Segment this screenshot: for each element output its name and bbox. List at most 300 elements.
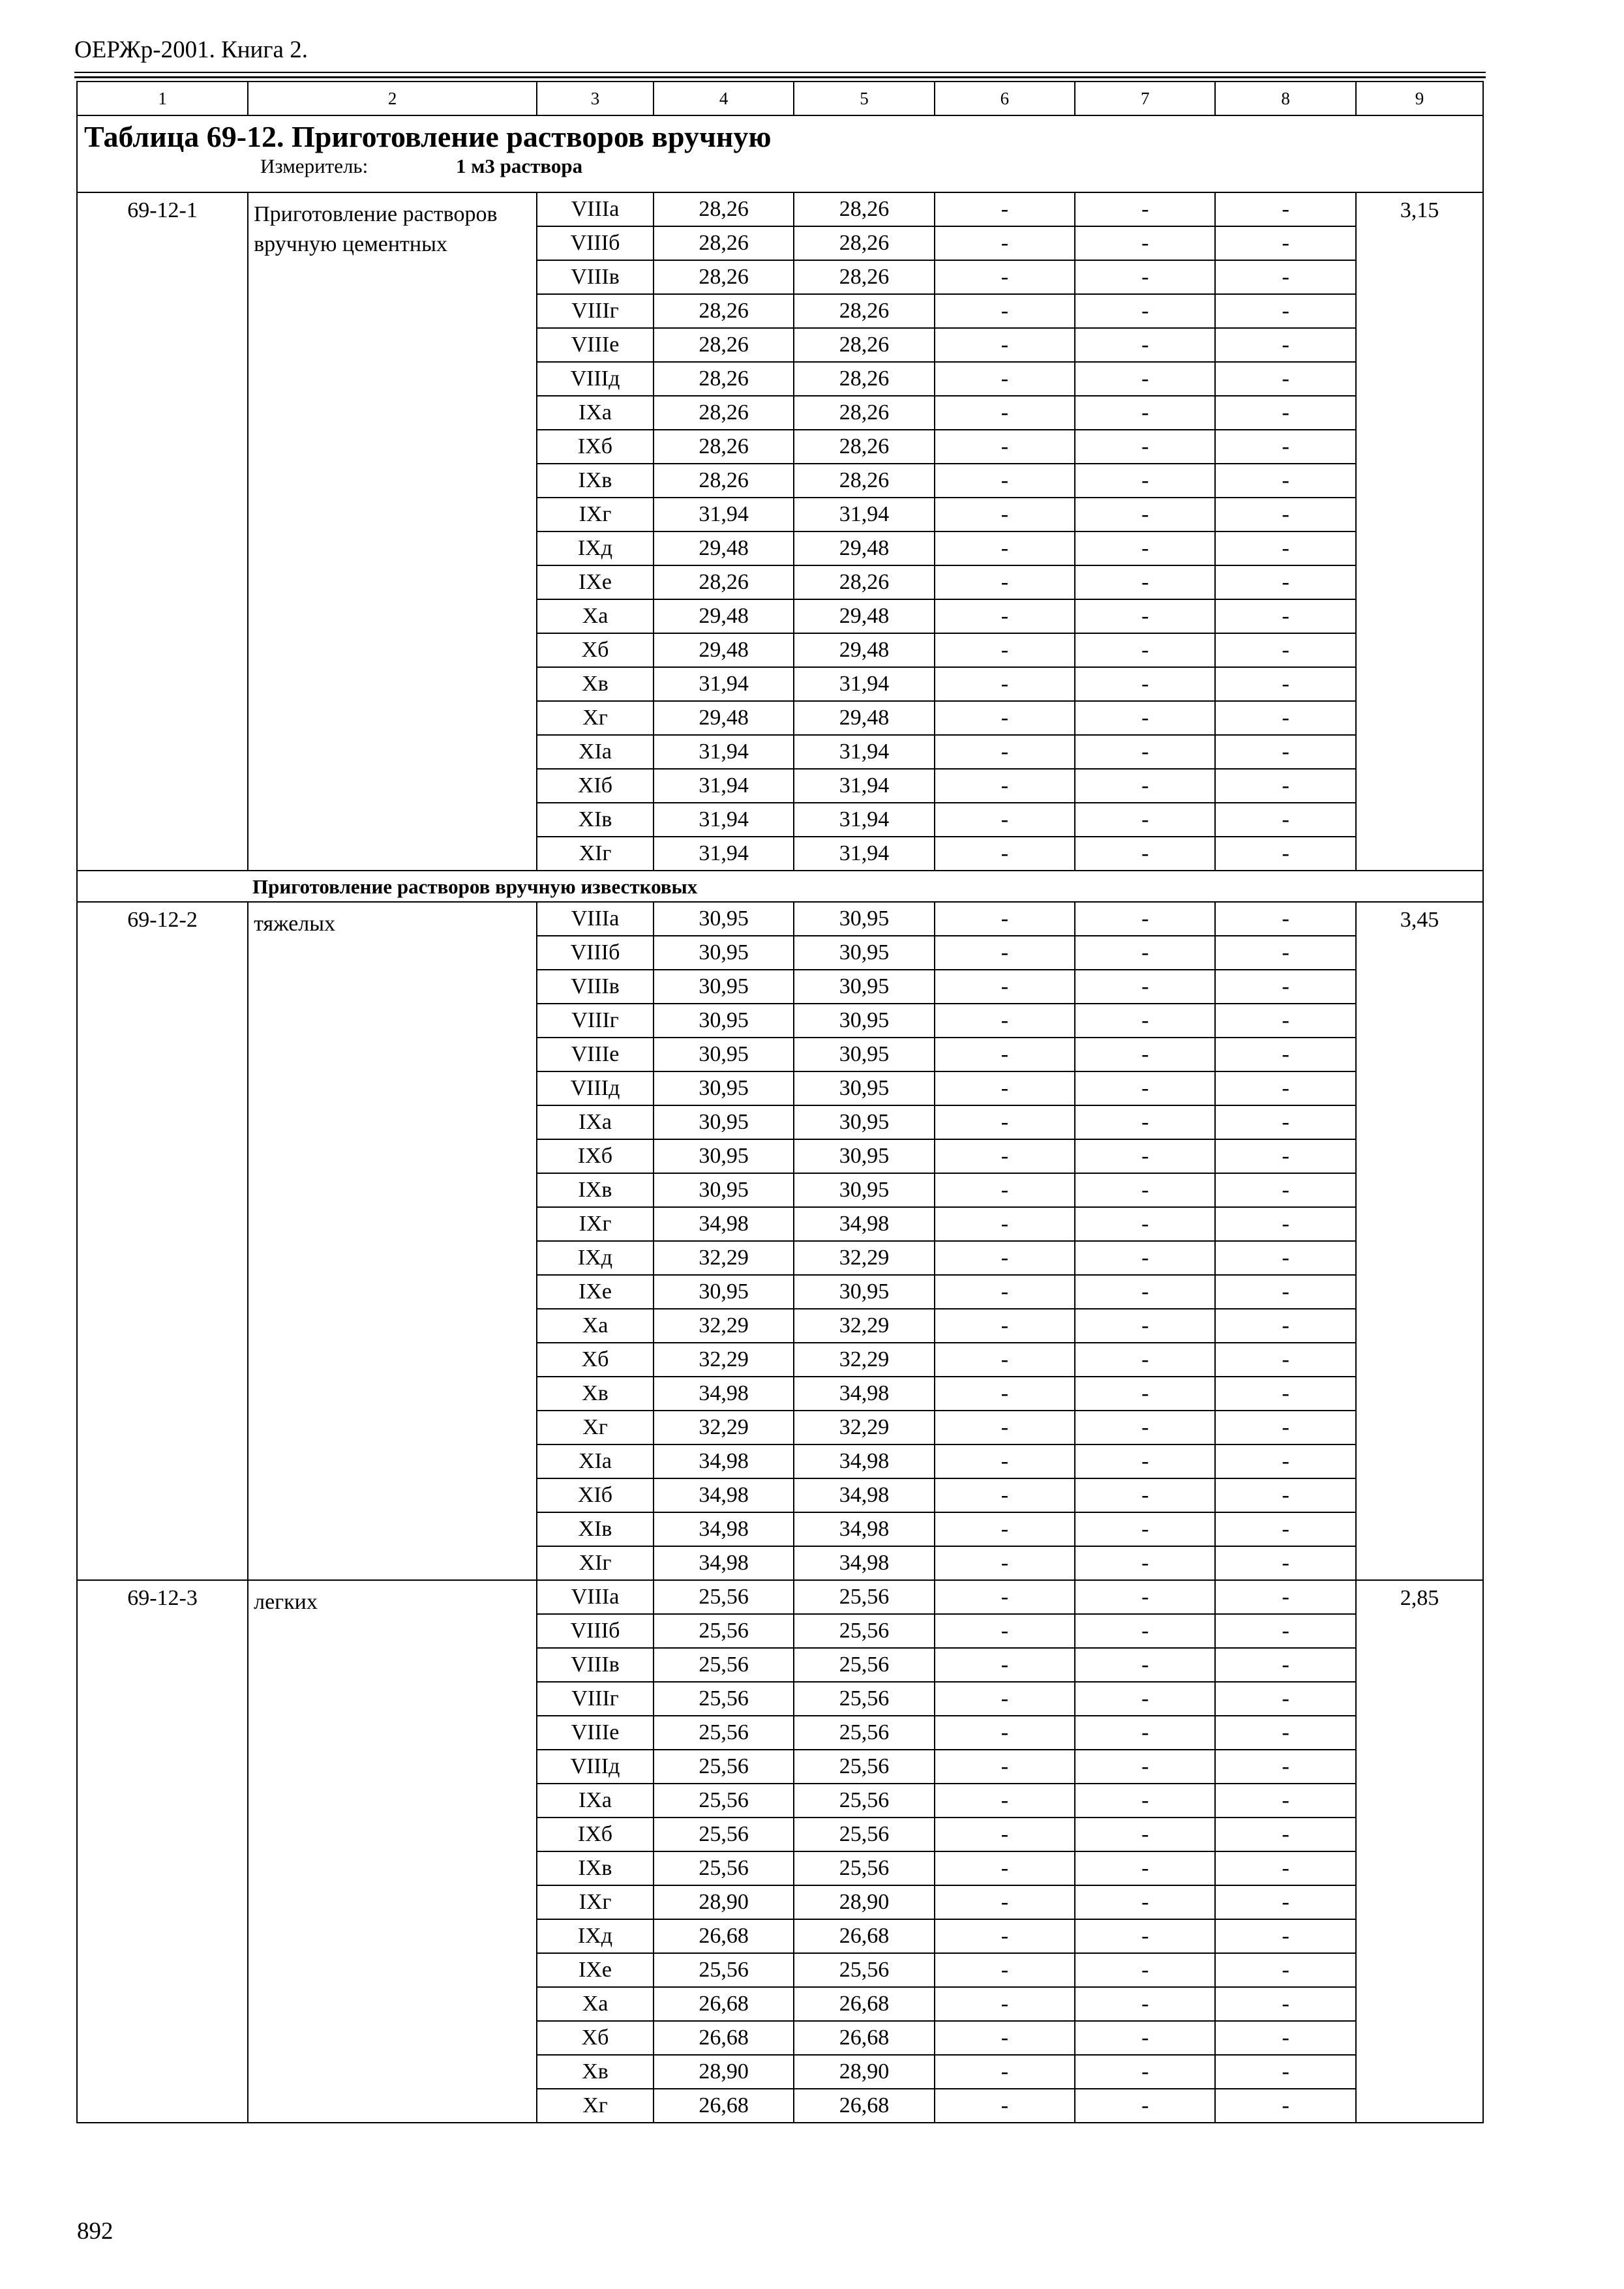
value-col8: - — [1215, 1004, 1355, 1038]
value-col4: 28,26 — [654, 362, 794, 396]
value-col6: - — [935, 1851, 1075, 1885]
value-col7: - — [1075, 1987, 1215, 2021]
value-col7: - — [1075, 837, 1215, 871]
value-col7: - — [1075, 1478, 1215, 1512]
value-col6: - — [935, 936, 1075, 970]
value-col6: - — [935, 1343, 1075, 1377]
zone-cell: IXе — [537, 565, 654, 599]
value-col4: 29,48 — [654, 531, 794, 565]
value-col6: - — [935, 464, 1075, 498]
value-col7: - — [1075, 226, 1215, 260]
value-col6: - — [935, 837, 1075, 871]
value-col8: - — [1215, 294, 1355, 328]
zone-cell: Xв — [537, 2055, 654, 2089]
value-col4: 28,26 — [654, 565, 794, 599]
zone-cell: Xг — [537, 2089, 654, 2123]
value-col5: 32,29 — [794, 1241, 934, 1275]
value-col8: - — [1215, 565, 1355, 599]
value-col4: 31,94 — [654, 769, 794, 803]
value-col6: - — [935, 2021, 1075, 2055]
value-col7: - — [1075, 1038, 1215, 1071]
value-col5: 28,26 — [794, 192, 934, 226]
value-col4: 32,29 — [654, 1309, 794, 1343]
table-row — [77, 1580, 1483, 1614]
value-col6: - — [935, 769, 1075, 803]
column-number: 8 — [1215, 82, 1355, 115]
value-col7: - — [1075, 1309, 1215, 1343]
value-col8: - — [1215, 2089, 1355, 2123]
value-col5: 29,48 — [794, 531, 934, 565]
value-col8: - — [1215, 1139, 1355, 1173]
zone-cell: Xб — [537, 633, 654, 667]
zone-cell: VIIIа — [537, 902, 654, 936]
value-col6: - — [935, 599, 1075, 633]
value-col5: 25,56 — [794, 1851, 934, 1885]
value-col8: - — [1215, 192, 1355, 226]
value-col5: 25,56 — [794, 1614, 934, 1648]
value-col4: 26,68 — [654, 2021, 794, 2055]
zone-cell: IXб — [537, 1139, 654, 1173]
value-col6: - — [935, 1648, 1075, 1682]
value-col5: 30,95 — [794, 936, 934, 970]
value-col4: 34,98 — [654, 1478, 794, 1512]
value-col5: 31,94 — [794, 837, 934, 871]
value-col6: - — [935, 1512, 1075, 1546]
value-col5: 26,68 — [794, 2089, 934, 2123]
value-col4: 34,98 — [654, 1444, 794, 1478]
zone-cell: XIб — [537, 769, 654, 803]
value-col4: 26,68 — [654, 1919, 794, 1953]
value-col4: 30,95 — [654, 1139, 794, 1173]
value-col5: 25,56 — [794, 1682, 934, 1716]
value-col6: - — [935, 735, 1075, 769]
value-col4: 28,26 — [654, 430, 794, 464]
zone-cell: IXг — [537, 1207, 654, 1241]
value-col5: 30,95 — [794, 1004, 934, 1038]
value-col7: - — [1075, 1207, 1215, 1241]
value-col5: 25,56 — [794, 1818, 934, 1851]
zone-cell: XIа — [537, 1444, 654, 1478]
value-col6: - — [935, 1750, 1075, 1784]
table-title-cell — [77, 115, 1483, 192]
value-col7: - — [1075, 1648, 1215, 1682]
value-col8: - — [1215, 803, 1355, 837]
value-col8: - — [1215, 430, 1355, 464]
value-col7: - — [1075, 1173, 1215, 1207]
value-col4: 28,26 — [654, 260, 794, 294]
zone-cell: VIIIа — [537, 192, 654, 226]
value-col8: - — [1215, 1173, 1355, 1207]
value-col7: - — [1075, 1275, 1215, 1309]
value-col8: - — [1215, 1411, 1355, 1444]
value-col6: - — [935, 1716, 1075, 1750]
zone-cell: IXе — [537, 1953, 654, 1987]
value-col6: - — [935, 1173, 1075, 1207]
value-col6: - — [935, 226, 1075, 260]
value-col7: - — [1075, 803, 1215, 837]
value-col5: 32,29 — [794, 1309, 934, 1343]
value-col8: - — [1215, 464, 1355, 498]
value-col7: - — [1075, 192, 1215, 226]
zone-cell: XIв — [537, 803, 654, 837]
zone-cell: Xб — [537, 1343, 654, 1377]
zone-cell: VIIIб — [537, 226, 654, 260]
value-col7: - — [1075, 1716, 1215, 1750]
value-col5: 34,98 — [794, 1512, 934, 1546]
value-col8: - — [1215, 701, 1355, 735]
zone-cell: IXа — [537, 1105, 654, 1139]
zone-cell: IXб — [537, 1818, 654, 1851]
value-col9: 3,15 — [1356, 192, 1483, 871]
value-col8: - — [1215, 1105, 1355, 1139]
value-col5: 28,26 — [794, 430, 934, 464]
column-number: 2 — [248, 82, 537, 115]
value-col5: 28,26 — [794, 464, 934, 498]
value-col5: 30,95 — [794, 1071, 934, 1105]
value-col5: 30,95 — [794, 1173, 934, 1207]
value-col7: - — [1075, 1546, 1215, 1580]
table-title-row — [77, 115, 1483, 192]
value-col7: - — [1075, 633, 1215, 667]
value-col6: - — [935, 1953, 1075, 1987]
value-col7: - — [1075, 1444, 1215, 1478]
value-col8: - — [1215, 531, 1355, 565]
value-col8: - — [1215, 1919, 1355, 1953]
unit-value: 1 м3 раствора — [456, 154, 583, 177]
value-col5: 25,56 — [794, 1648, 934, 1682]
zone-cell: VIIIв — [537, 1648, 654, 1682]
value-col7: - — [1075, 1682, 1215, 1716]
zone-cell: XIа — [537, 735, 654, 769]
value-col8: - — [1215, 970, 1355, 1004]
value-col8: - — [1215, 1851, 1355, 1885]
work-name: Приготовление растворов вручную цементных — [248, 192, 537, 871]
value-col8: - — [1215, 1309, 1355, 1343]
value-col7: - — [1075, 2089, 1215, 2123]
value-col7: - — [1075, 1139, 1215, 1173]
value-col5: 25,56 — [794, 1784, 934, 1818]
zone-cell: Xг — [537, 701, 654, 735]
value-col5: 34,98 — [794, 1444, 934, 1478]
value-col5: 31,94 — [794, 498, 934, 531]
zone-cell: IXд — [537, 1919, 654, 1953]
value-col6: - — [935, 1139, 1075, 1173]
value-col4: 25,56 — [654, 1716, 794, 1750]
value-col7: - — [1075, 362, 1215, 396]
zone-cell: IXа — [537, 396, 654, 430]
value-col5: 31,94 — [794, 667, 934, 701]
value-col6: - — [935, 1987, 1075, 2021]
value-col4: 25,56 — [654, 1851, 794, 1885]
value-col8: - — [1215, 1784, 1355, 1818]
value-col7: - — [1075, 769, 1215, 803]
value-col7: - — [1075, 1004, 1215, 1038]
value-col5: 31,94 — [794, 735, 934, 769]
zone-cell: VIIIа — [537, 1580, 654, 1614]
column-number: 1 — [77, 82, 248, 115]
zone-cell: Xа — [537, 599, 654, 633]
value-col5: 29,48 — [794, 701, 934, 735]
value-col6: - — [935, 1411, 1075, 1444]
value-col6: - — [935, 1309, 1075, 1343]
value-col6: - — [935, 1444, 1075, 1478]
zone-cell: VIIIе — [537, 1038, 654, 1071]
zone-cell: XIг — [537, 837, 654, 871]
value-col4: 31,94 — [654, 498, 794, 531]
value-col8: - — [1215, 226, 1355, 260]
value-col8: - — [1215, 1953, 1355, 1987]
zone-cell: XIг — [537, 1546, 654, 1580]
value-col5: 28,26 — [794, 260, 934, 294]
zone-cell: VIIIб — [537, 936, 654, 970]
value-col7: - — [1075, 1580, 1215, 1614]
value-col6: - — [935, 1241, 1075, 1275]
value-col4: 28,26 — [654, 226, 794, 260]
value-col4: 25,56 — [654, 1580, 794, 1614]
zone-cell: IXе — [537, 1275, 654, 1309]
value-col7: - — [1075, 260, 1215, 294]
value-col4: 28,26 — [654, 294, 794, 328]
value-col6: - — [935, 803, 1075, 837]
zone-cell: IXд — [537, 531, 654, 565]
value-col6: - — [935, 396, 1075, 430]
value-col4: 30,95 — [654, 1275, 794, 1309]
value-col6: - — [935, 260, 1075, 294]
rate-code: 69-12-2 — [77, 902, 248, 1580]
value-col5: 26,68 — [794, 1919, 934, 1953]
value-col7: - — [1075, 2021, 1215, 2055]
zone-cell: Xг — [537, 1411, 654, 1444]
zone-cell: Xа — [537, 1987, 654, 2021]
value-col8: - — [1215, 2021, 1355, 2055]
value-col7: - — [1075, 1953, 1215, 1987]
unit-line — [84, 156, 1482, 176]
value-col4: 31,94 — [654, 803, 794, 837]
value-col5: 28,26 — [794, 294, 934, 328]
zone-cell: VIIIг — [537, 1682, 654, 1716]
value-col6: - — [935, 2089, 1075, 2123]
value-col8: - — [1215, 1444, 1355, 1478]
value-col8: - — [1215, 1038, 1355, 1071]
value-col7: - — [1075, 599, 1215, 633]
zone-cell: VIIIг — [537, 294, 654, 328]
zone-cell: VIIIг — [537, 1004, 654, 1038]
value-col6: - — [935, 2055, 1075, 2089]
value-col8: - — [1215, 328, 1355, 362]
value-col4: 25,56 — [654, 1648, 794, 1682]
header-rule-thin — [74, 72, 1486, 73]
value-col6: - — [935, 1546, 1075, 1580]
value-col8: - — [1215, 1818, 1355, 1851]
value-col5: 28,90 — [794, 1885, 934, 1919]
value-col7: - — [1075, 1818, 1215, 1851]
section-heading-row — [77, 871, 1483, 902]
unit-label: Измеритель: — [260, 154, 368, 177]
value-col4: 28,26 — [654, 464, 794, 498]
column-number: 3 — [537, 82, 654, 115]
value-col4: 26,68 — [654, 2089, 794, 2123]
work-name: легких — [248, 1580, 537, 2123]
zone-cell: IXг — [537, 498, 654, 531]
value-col5: 28,26 — [794, 328, 934, 362]
value-col6: - — [935, 531, 1075, 565]
value-col4: 25,56 — [654, 1750, 794, 1784]
value-col4: 31,94 — [654, 735, 794, 769]
zone-cell: VIIIд — [537, 1750, 654, 1784]
value-col5: 25,56 — [794, 1953, 934, 1987]
value-col6: - — [935, 1885, 1075, 1919]
value-col4: 34,98 — [654, 1546, 794, 1580]
value-col5: 31,94 — [794, 803, 934, 837]
value-col7: - — [1075, 1105, 1215, 1139]
value-col7: - — [1075, 1919, 1215, 1953]
value-col8: - — [1215, 1580, 1355, 1614]
value-col7: - — [1075, 1241, 1215, 1275]
value-col5: 30,95 — [794, 902, 934, 936]
page-number: 892 — [77, 2218, 113, 2245]
value-col8: - — [1215, 1071, 1355, 1105]
value-col6: - — [935, 970, 1075, 1004]
value-col4: 34,98 — [654, 1512, 794, 1546]
zone-cell: Xв — [537, 1377, 654, 1411]
value-col8: - — [1215, 1614, 1355, 1648]
value-col5: 28,26 — [794, 362, 934, 396]
value-col4: 30,95 — [654, 1038, 794, 1071]
column-number: 4 — [654, 82, 794, 115]
value-col8: - — [1215, 1512, 1355, 1546]
value-col8: - — [1215, 498, 1355, 531]
value-col4: 29,48 — [654, 701, 794, 735]
value-col4: 25,56 — [654, 1682, 794, 1716]
value-col5: 34,98 — [794, 1478, 934, 1512]
value-col4: 28,90 — [654, 1885, 794, 1919]
value-col6: - — [935, 1207, 1075, 1241]
value-col6: - — [935, 1004, 1075, 1038]
value-col8: - — [1215, 667, 1355, 701]
value-col6: - — [935, 1038, 1075, 1071]
value-col7: - — [1075, 1071, 1215, 1105]
value-col4: 29,48 — [654, 633, 794, 667]
value-col4: 34,98 — [654, 1377, 794, 1411]
value-col6: - — [935, 902, 1075, 936]
value-col6: - — [935, 667, 1075, 701]
value-col4: 32,29 — [654, 1241, 794, 1275]
value-col5: 30,95 — [794, 1139, 934, 1173]
work-name: тяжелых — [248, 902, 537, 1580]
value-col5: 32,29 — [794, 1411, 934, 1444]
value-col5: 30,95 — [794, 1275, 934, 1309]
value-col4: 30,95 — [654, 1105, 794, 1139]
value-col9: 2,85 — [1356, 1580, 1483, 2123]
zone-cell: VIIIд — [537, 362, 654, 396]
value-col4: 30,95 — [654, 902, 794, 936]
value-col8: - — [1215, 1885, 1355, 1919]
rates-table — [76, 81, 1484, 2123]
zone-cell: IXб — [537, 430, 654, 464]
value-col8: - — [1215, 1682, 1355, 1716]
value-col6: - — [935, 1580, 1075, 1614]
zone-cell: VIIIе — [537, 328, 654, 362]
value-col5: 34,98 — [794, 1546, 934, 1580]
value-col8: - — [1215, 633, 1355, 667]
column-number: 6 — [935, 82, 1075, 115]
value-col7: - — [1075, 1750, 1215, 1784]
value-col7: - — [1075, 1614, 1215, 1648]
value-col6: - — [935, 1377, 1075, 1411]
zone-cell: IXв — [537, 1851, 654, 1885]
section-heading: Приготовление растворов вручную известковых — [252, 875, 698, 898]
value-col8: - — [1215, 260, 1355, 294]
column-number-row — [77, 82, 1483, 115]
column-number: 9 — [1356, 82, 1483, 115]
zone-cell: IXв — [537, 1173, 654, 1207]
value-col8: - — [1215, 769, 1355, 803]
rates-table-body — [77, 82, 1483, 2123]
value-col4: 28,26 — [654, 328, 794, 362]
zone-cell: IXв — [537, 464, 654, 498]
page-header-title: ОЕРЖр-2001. Книга 2. — [74, 37, 308, 63]
value-col8: - — [1215, 1648, 1355, 1682]
value-col6: - — [935, 1784, 1075, 1818]
value-col7: - — [1075, 396, 1215, 430]
value-col9: 3,45 — [1356, 902, 1483, 1580]
value-col8: - — [1215, 1987, 1355, 2021]
table-title: Таблица 69-12. Приготовление растворов вручную — [84, 120, 772, 153]
value-col4: 25,56 — [654, 1818, 794, 1851]
value-col8: - — [1215, 936, 1355, 970]
value-col6: - — [935, 1682, 1075, 1716]
value-col4: 25,56 — [654, 1614, 794, 1648]
value-col5: 26,68 — [794, 1987, 934, 2021]
value-col8: - — [1215, 837, 1355, 871]
value-col4: 31,94 — [654, 667, 794, 701]
zone-cell: Xа — [537, 1309, 654, 1343]
column-number: 5 — [794, 82, 934, 115]
value-col6: - — [935, 633, 1075, 667]
zone-cell: VIIIв — [537, 260, 654, 294]
value-col7: - — [1075, 1411, 1215, 1444]
value-col8: - — [1215, 396, 1355, 430]
value-col7: - — [1075, 328, 1215, 362]
value-col4: 25,56 — [654, 1953, 794, 1987]
zone-cell: Xв — [537, 667, 654, 701]
table-row — [77, 902, 1483, 936]
value-col8: - — [1215, 1241, 1355, 1275]
value-col5: 28,26 — [794, 226, 934, 260]
rate-code: 69-12-1 — [77, 192, 248, 871]
value-col8: - — [1215, 599, 1355, 633]
value-col6: - — [935, 1478, 1075, 1512]
value-col8: - — [1215, 735, 1355, 769]
value-col6: - — [935, 430, 1075, 464]
value-col5: 30,95 — [794, 970, 934, 1004]
value-col5: 29,48 — [794, 599, 934, 633]
value-col7: - — [1075, 1851, 1215, 1885]
value-col7: - — [1075, 735, 1215, 769]
value-col8: - — [1215, 1750, 1355, 1784]
table-row — [77, 192, 1483, 226]
value-col8: - — [1215, 1343, 1355, 1377]
value-col4: 34,98 — [654, 1207, 794, 1241]
value-col7: - — [1075, 1512, 1215, 1546]
value-col7: - — [1075, 902, 1215, 936]
value-col4: 30,95 — [654, 936, 794, 970]
value-col7: - — [1075, 294, 1215, 328]
value-col7: - — [1075, 1343, 1215, 1377]
value-col6: - — [935, 1105, 1075, 1139]
value-col8: - — [1215, 1716, 1355, 1750]
value-col4: 30,95 — [654, 1004, 794, 1038]
